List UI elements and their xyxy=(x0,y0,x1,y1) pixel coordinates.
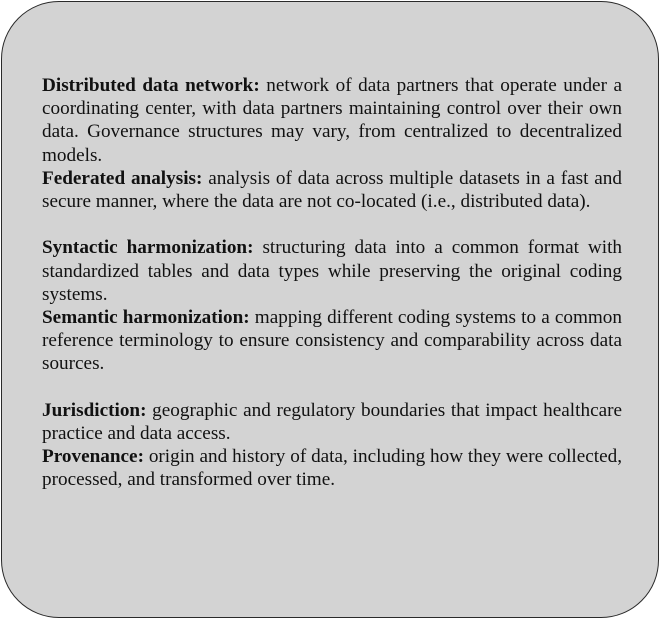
glossary-definition: geographic and regulatory boundaries that impact healthcare practice and data access. xyxy=(42,399,623,445)
glossary-entry xyxy=(42,74,622,167)
glossary-definition: network of data partners that operate under a coordinating center, with data partners maintaining control over their own data. Governance structures may vary, from centralized to decentralized models. xyxy=(42,75,623,166)
glossary-entry xyxy=(42,306,622,376)
glossary-group xyxy=(42,399,622,492)
glossary-definition: structuring data into a common format with standardized tables and data types while preserving the original coding systems. xyxy=(42,237,623,305)
glossary-box xyxy=(1,1,659,618)
glossary-entry xyxy=(42,445,622,491)
glossary-group xyxy=(42,236,622,375)
glossary-term: Syntactic harmonization: xyxy=(42,237,254,259)
glossary-term: Distributed data network: xyxy=(42,75,260,96)
glossary-definition: analysis of data across multiple datasets in a fast and secure manner, where the data are not co-located (i.e., distributed data). xyxy=(42,167,622,213)
glossary-term: Semantic harmonization: xyxy=(42,307,250,329)
glossary-entry xyxy=(42,167,622,213)
glossary-term: Jurisdiction: xyxy=(42,399,147,421)
glossary-group xyxy=(42,74,622,213)
glossary-entry xyxy=(42,236,622,306)
glossary-content xyxy=(42,74,622,492)
glossary-definition: origin and history of data, including how they were collected, processed, and transformed over time. xyxy=(42,446,622,491)
glossary-definition: mapping different coding systems to a common reference terminology to ensure consistency and comparability across data sources. xyxy=(42,307,622,375)
glossary-term: Federated analysis: xyxy=(42,167,203,189)
glossary-term: Provenance: xyxy=(42,446,144,468)
glossary-entry xyxy=(42,399,622,445)
